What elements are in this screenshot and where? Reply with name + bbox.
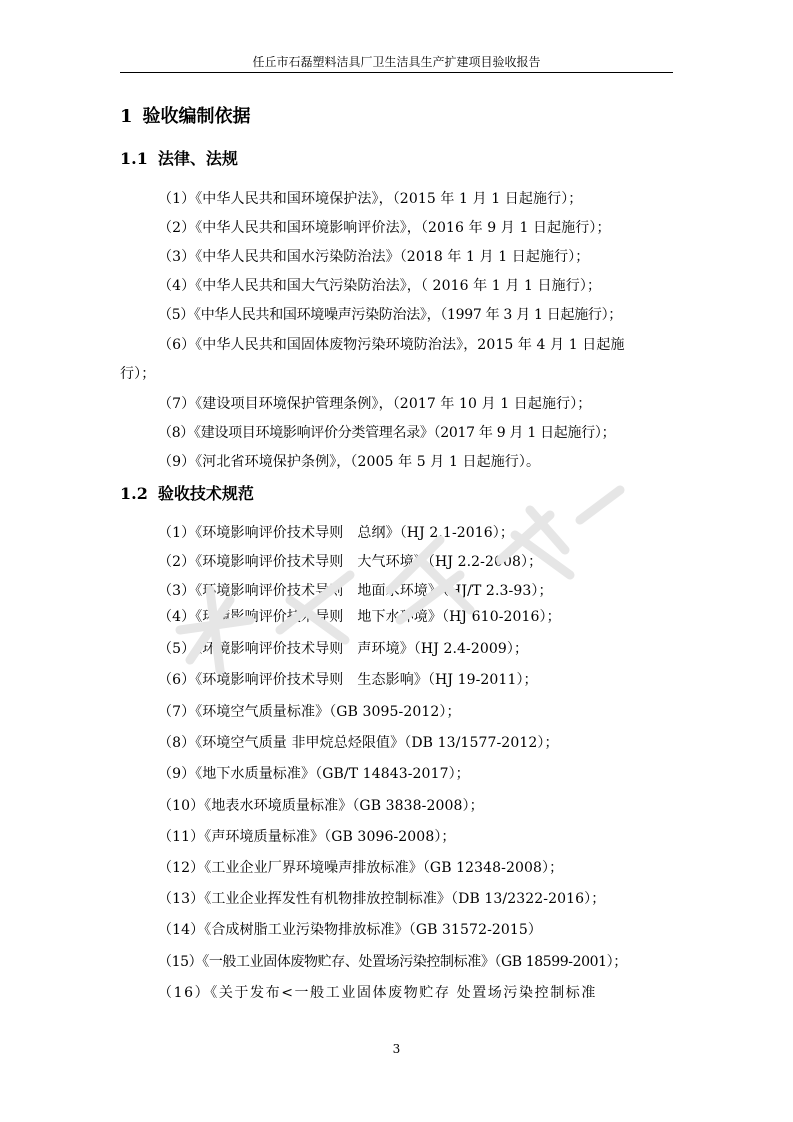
standard-item-2: （2）《环境影响评价技术导则 大气环境》（HJ 2.2-2008）； (158, 554, 543, 570)
standard-item-15: （15）《一般工业固体废物贮存、处置场污染控制标准》（GB 18599-2001）； (158, 954, 627, 970)
law-item-3: （3）《中华人民共和国水污染防治法》（2018 年 1 月 1 日起施行）； (158, 249, 590, 265)
subsection-heading-1-1 (120, 148, 238, 170)
law-item-2: （2）《中华人民共和国环境影响评价法》，（2016 年 9 月 1 日起施行）； (158, 220, 611, 236)
subsection-title: 验收技术规范 (157, 484, 254, 503)
standard-item-11: （11）《声环境质量标准》（GB 3096-2008）； (158, 829, 456, 845)
law-item-6: （6）《中华人民共和国固体废物污染环境防治法》，2015 年 4 月 1 日起施 (158, 337, 625, 353)
standard-item-14: （14）《合成树脂工业污染物排放标准》（GB 31572-2015） (158, 922, 543, 938)
standard-item-7: （7）《环境空气质量标准》（GB 3095-2012）； (158, 704, 461, 720)
page-number: 3 (392, 1042, 401, 1056)
law-item-5: （5）《中华人民共和国环境噪声污染防治法》，（1997 年 3 月 1 日起施行）； (158, 307, 623, 323)
section-title: 验收编制依据 (142, 106, 251, 127)
law-item-4: （4）《中华人民共和国大气污染防治法》，（ 2016 年 1 月 1 日施行）； (158, 278, 602, 294)
standard-item-13: （13）《工业企业挥发性有机物排放控制标准》（DB 13/2322-2016）； (158, 891, 606, 907)
standard-item-5: （5）《环境影响评价技术导则 声环境》（HJ 2.4-2009）； (158, 641, 529, 657)
section-heading-1 (120, 105, 251, 129)
law-item-9: （9）《河北省环境保护条例》，（2005 年 5 月 1 日起施行）。 (158, 454, 541, 470)
standard-item-12: （12）《工业企业厂界环境噪声排放标准》（GB 12348-2008）； (158, 860, 564, 876)
law-item-8: （8）《建设项目环境影响评价分类管理名录》（2017 年 9 月 1 日起施行）； (158, 425, 616, 441)
law-item-6-continued: 行）； (120, 366, 156, 382)
header-divider (120, 72, 673, 73)
subsection-number: 1.1 (120, 149, 148, 168)
law-item-1: （1）《中华人民共和国环境保护法》，（2015 年 1 月 1 日起施行）； (158, 191, 583, 207)
section-number: 1 (120, 106, 133, 127)
standard-item-1: （1）《环境影响评价技术导则 总纲》（HJ 2.1-2016）； (158, 525, 515, 541)
law-item-7: （7）《建设项目环境保护管理条例》，（2017 年 10 月 1 日起施行）； (158, 396, 592, 412)
subsection-number: 1.2 (120, 484, 148, 503)
page-header: 任丘市石磊塑料洁具厂卫生洁具生产扩建项目验收报告 (252, 55, 541, 69)
standard-item-3: （3）《环境影响评价技术导则 地面水环境》（HJ/T 2.3-93）； (158, 583, 553, 599)
standard-item-16: （16）《关于发布<一般工业固体废物贮存 处置场污染控制标准 (158, 985, 597, 1001)
standard-item-9: （9）《地下水质量标准》（GB/T 14843-2017）； (158, 766, 470, 782)
subsection-title: 法律、法规 (157, 149, 238, 168)
standard-item-6: （6）《环境影响评价技术导则 生态影响》（HJ 19-2011）； (158, 672, 538, 688)
standard-item-4: （4）《环境影响评价技术导则 地下水环境》（HJ 610-2016）； (158, 609, 561, 625)
subsection-heading-1-2 (120, 483, 254, 505)
standard-item-8: （8）《环境空气质量 非甲烷总烃限值》（DB 13/1577-2012）； (158, 735, 559, 751)
standard-item-10: （10）《地表水环境质量标准》（GB 3838-2008）； (158, 798, 484, 814)
